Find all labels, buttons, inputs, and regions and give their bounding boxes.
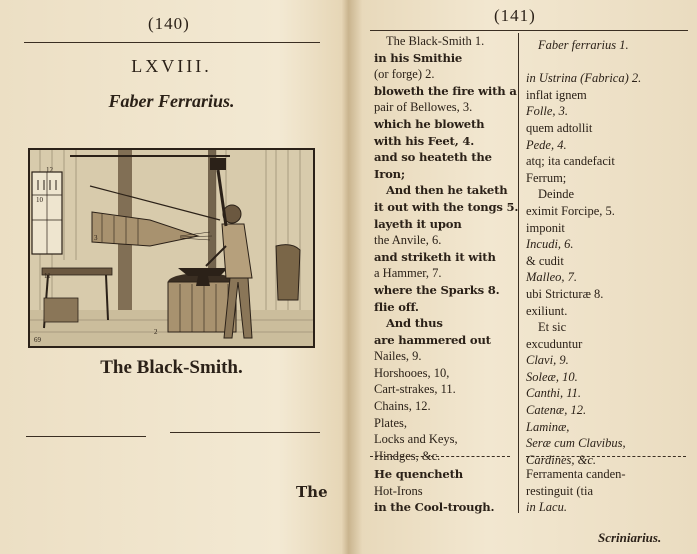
english-text-line: Chains, 12. — [374, 399, 431, 414]
english-text-line: in his Smithie — [374, 50, 463, 65]
english-text-line: He quencheth — [374, 467, 463, 481]
right-page-number: (141) — [494, 6, 536, 25]
chapter-number: LXVIII. — [131, 56, 212, 76]
right-catchword: Scriniarius. — [598, 530, 662, 545]
english-text-line: and so heateth the — [374, 150, 492, 165]
latin-block-rule — [526, 456, 686, 457]
latin-text-line: Canthi, 11. — [526, 386, 581, 401]
latin-text-line: Laminæ, — [526, 419, 570, 434]
left-catchword: The — [296, 483, 328, 501]
latin-text-line: Folle, 3. — [526, 104, 569, 119]
header-rule — [24, 42, 320, 43]
english-text-line: The Black-Smith 1. — [386, 34, 485, 48]
latin-text-line: Soleæ, 10. — [526, 369, 578, 384]
latin-text-line: Ferramenta canden- — [526, 467, 626, 481]
latin-text-line: Incudi, 6. — [526, 237, 574, 252]
english-text-line: Locks and Keys, — [374, 432, 458, 447]
english-text-line: Plates, — [374, 415, 407, 430]
latin-text-line — [526, 54, 694, 71]
latin-text-line: Ferrum; — [526, 170, 567, 185]
english-text-line: it out with the tongs 5. — [374, 199, 519, 214]
english-text-line: Horshooes, 10, — [374, 365, 450, 380]
latin-text-line: inflat ignem — [526, 87, 587, 102]
svg-text:69: 69 — [34, 336, 41, 344]
english-text-line: flie off. — [374, 299, 419, 314]
svg-text:3: 3 — [94, 234, 98, 242]
latin-text-line: Et sic — [538, 320, 567, 335]
latin-text-line: Clavi, 9. — [526, 353, 569, 368]
svg-text:11: 11 — [44, 272, 51, 280]
right-header-rule — [370, 30, 688, 31]
footer-rule-left — [26, 436, 146, 437]
latin-text-line: restinguit (tia — [526, 483, 593, 498]
english-text-line: and striketh it with — [374, 249, 496, 264]
english-text-line: a Hammer, 7. — [374, 266, 442, 281]
svg-text:2: 2 — [154, 328, 158, 336]
english-text-line: bloweth the fire with a — [374, 83, 517, 98]
english-text-line: where the Sparks 8. — [374, 282, 500, 297]
latin-text-line: Catenæ, 12. — [526, 403, 587, 418]
right-page — [350, 0, 697, 554]
latin-text-line: Malleo, 7. — [526, 270, 578, 285]
latin-text-line: imponit — [526, 220, 565, 235]
latin-column — [526, 37, 694, 468]
latin-text-line: in Ustrina (Fabrica) 2. — [526, 71, 642, 86]
english-text-line: Nailes, 9. — [374, 349, 422, 364]
latin-title: Faber Ferrarius. — [108, 91, 235, 111]
english-text-line: Cart-strakes, 11. — [374, 382, 456, 397]
latin-text-line: quem adtollit — [526, 120, 593, 135]
left-page — [0, 0, 343, 554]
english-text-line: with his Feet, 4. — [374, 133, 475, 148]
latin-text-line: ubi Stricturæ 8. — [526, 286, 604, 301]
english-title: The Black-Smith. — [100, 357, 243, 378]
english-text-line: in the Cool-trough. — [374, 500, 495, 515]
latin-text-line: excuduntur — [526, 336, 583, 351]
latin-text-line: eximit Forcipe, 5. — [526, 203, 615, 218]
latin-text-line: & cudit — [526, 253, 564, 268]
english-text-line: are hammered out — [374, 332, 491, 347]
english-text-line: layeth it upon — [374, 216, 462, 231]
latin-text-line: Deinde — [538, 187, 575, 202]
latin-text-line: in Lacu. — [526, 500, 567, 515]
english-text-line: Hindges, &c. — [374, 448, 441, 463]
woodcut-svg — [30, 150, 313, 346]
footer-rule-right — [170, 432, 320, 433]
english-text-line: which he bloweth — [374, 116, 485, 131]
english-column — [374, 33, 524, 464]
latin-text-line: Faber ferrarius 1. — [538, 38, 629, 52]
english-quench-block — [374, 466, 494, 516]
latin-text-line: Pede, 4. — [526, 137, 567, 152]
english-block-rule — [370, 456, 510, 457]
english-text-line: Iron; — [374, 166, 405, 181]
svg-text:10: 10 — [36, 196, 43, 204]
latin-text-line: exiliunt. — [526, 303, 568, 318]
english-text-line: And thus — [386, 316, 443, 331]
latin-text-line: Cardines, &c. — [526, 452, 597, 467]
svg-text:12: 12 — [46, 166, 53, 174]
blacksmith-woodcut-illustration — [28, 148, 315, 348]
latin-text-line: atq; ita candefacit — [526, 154, 615, 169]
latin-quench-block — [526, 466, 626, 516]
english-text-line: (or forge) 2. — [374, 67, 435, 82]
left-page-number: (140) — [148, 14, 190, 33]
english-text-line: the Anvile, 6. — [374, 233, 442, 248]
english-text-line: pair of Bellowes, 3. — [374, 100, 473, 115]
english-text-line: Hot-Irons — [374, 483, 423, 498]
latin-text-line: Seræ cum Clavibus, — [526, 436, 626, 451]
english-text-line: And then he taketh — [386, 183, 508, 198]
